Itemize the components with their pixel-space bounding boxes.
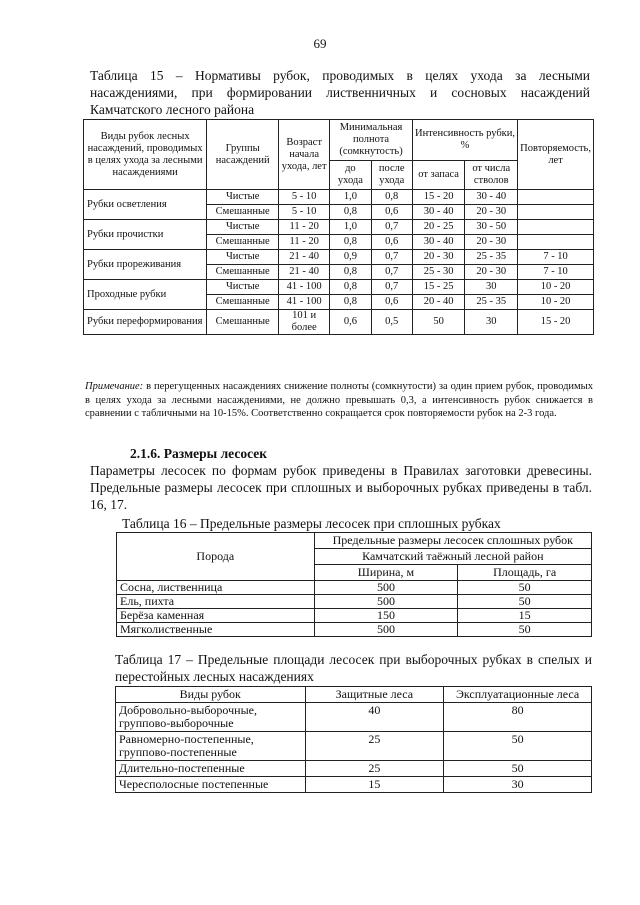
row-age: 101 и более [279, 310, 330, 335]
row-kind: Рубки прочистки [84, 220, 207, 250]
row-width: 150 [314, 609, 458, 623]
header-kind: Виды рубок [116, 687, 306, 703]
row-exploitation: 30 [444, 777, 592, 793]
row-trunks: 30 [465, 310, 518, 335]
table17-caption: Таблица 17 – Предельные площади лесосек при выборочных рубках в спелых и перестойных лесных насаждениях [115, 652, 592, 684]
row-trunks: 30 - 40 [465, 190, 518, 205]
row-kind: Равномерно-постепенные, группово-постепенные [116, 732, 306, 761]
table-row [116, 761, 592, 777]
row-after: 0,7 [371, 280, 412, 295]
table-row [117, 595, 592, 609]
table-row [116, 777, 592, 793]
section-heading: 2.1.6. Размеры лесосек [130, 446, 267, 461]
row-kind: Чересполосные постепенные [116, 777, 306, 793]
row-before: 0,8 [330, 265, 371, 280]
row-repeat: 7 - 10 [518, 265, 594, 280]
row-age: 11 - 20 [279, 235, 330, 250]
row-stock: 15 - 20 [412, 190, 464, 205]
row-repeat [518, 190, 594, 205]
row-stock: 20 - 25 [412, 220, 464, 235]
row-before: 0,9 [330, 250, 371, 265]
row-repeat: 10 - 20 [518, 295, 594, 310]
table15-caption: Таблица 15 – Нормативы рубок, проводимых в целях ухода за лесными насаждениями, при формировании лиственничных и сосновых насаждений Камчатского лесного района [90, 68, 590, 117]
table-row [116, 732, 592, 761]
row-after: 0,7 [371, 220, 412, 235]
row-kind: Рубки переформирования [84, 310, 207, 335]
header-width: Ширина, м [314, 565, 458, 581]
table-row [84, 310, 594, 335]
row-repeat [518, 205, 594, 220]
row-before: 1,0 [330, 190, 371, 205]
row-exploitation: 50 [444, 761, 592, 777]
table-row [117, 623, 592, 637]
row-protective: 40 [305, 703, 444, 732]
header-repeat: Повторяемость, лет [518, 120, 594, 190]
header-density-before: до ухода [330, 161, 371, 190]
table16-caption: Таблица 16 – Предельные размеры лесосек при сплошных рубках [122, 516, 501, 531]
row-trunks: 20 - 30 [465, 235, 518, 250]
header-age: Возраст начала ухода, лет [279, 120, 330, 190]
row-after: 0,6 [371, 295, 412, 310]
row-kind: Рубки осветления [84, 190, 207, 220]
row-trunks: 20 - 30 [465, 265, 518, 280]
row-group: Смешанные [207, 310, 279, 335]
header-kind: Виды рубок лесных насаждений, проводимых в целях ухода за лесными насаждениями [84, 120, 207, 190]
row-repeat: 7 - 10 [518, 250, 594, 265]
table17-header-row [116, 687, 592, 703]
row-group: Смешанные [207, 235, 279, 250]
row-width: 500 [314, 623, 458, 637]
header-intensity: Интенсивность рубки, % [412, 120, 517, 161]
row-stock: 20 - 30 [412, 250, 464, 265]
table-row [84, 220, 594, 235]
row-group: Чистые [207, 280, 279, 295]
header-density-after: после ухода [371, 161, 412, 190]
row-repeat: 10 - 20 [518, 280, 594, 295]
note-label: Примечание: [85, 381, 144, 392]
note-text: в перегущенных насаждениях снижение полноты (сомкнутости) за один прием рубок, проводимых в целях ухода за лесными насаждениями, не должно превышать 0,3, а интенсивность рубок снижается в сравнении с табличными на 10-15%. Соответственно сокращается срок повторяемости рубок на 2-3 года. [85, 381, 593, 419]
header-group: Группы насаждений [207, 120, 279, 190]
header-species: Порода [117, 533, 315, 581]
row-group: Чистые [207, 220, 279, 235]
row-before: 0,8 [330, 280, 371, 295]
row-stock: 30 - 40 [412, 235, 464, 250]
row-after: 0,7 [371, 265, 412, 280]
row-group: Чистые [207, 250, 279, 265]
table-row [117, 609, 592, 623]
row-age: 41 - 100 [279, 295, 330, 310]
row-stock: 15 - 25 [412, 280, 464, 295]
row-exploitation: 80 [444, 703, 592, 732]
row-width: 500 [314, 581, 458, 595]
table-row [117, 581, 592, 595]
table17 [115, 686, 592, 793]
row-age: 5 - 10 [279, 190, 330, 205]
row-after: 0,7 [371, 250, 412, 265]
table-row [84, 250, 594, 265]
row-group: Смешанные [207, 205, 279, 220]
section-paragraph: Параметры лесосек по формам рубок приведены в Правилах заготовки древесины. Предельные размеры лесосек при сплошных и выборочных рубках приведены в табл. 16, 17. [90, 463, 592, 512]
row-species: Ель, пихта [117, 595, 315, 609]
row-group: Смешанные [207, 295, 279, 310]
row-before: 0,6 [330, 310, 371, 335]
row-stock: 20 - 40 [412, 295, 464, 310]
row-trunks: 25 - 35 [465, 295, 518, 310]
table15-header-row [84, 120, 594, 161]
row-before: 0,8 [330, 205, 371, 220]
row-before: 0,8 [330, 295, 371, 310]
row-species: Мягколиственные [117, 623, 315, 637]
row-kind: Длительно-постепенные [116, 761, 306, 777]
table15-note [85, 380, 593, 421]
row-age: 21 - 40 [279, 250, 330, 265]
row-group: Смешанные [207, 265, 279, 280]
table-row [116, 703, 592, 732]
row-age: 5 - 10 [279, 205, 330, 220]
row-trunks: 25 - 35 [465, 250, 518, 265]
row-exploitation: 50 [444, 732, 592, 761]
row-stock: 50 [412, 310, 464, 335]
row-area: 50 [458, 595, 592, 609]
row-area: 50 [458, 623, 592, 637]
row-age: 11 - 20 [279, 220, 330, 235]
row-stock: 30 - 40 [412, 205, 464, 220]
table16 [116, 532, 592, 637]
row-protective: 15 [305, 777, 444, 793]
header-exploitation: Эксплуатационные леса [444, 687, 592, 703]
row-kind: Проходные рубки [84, 280, 207, 310]
row-trunks: 30 [465, 280, 518, 295]
header-group: Предельные размеры лесосек сплошных рубок [314, 533, 591, 549]
row-kind: Рубки прореживания [84, 250, 207, 280]
row-protective: 25 [305, 732, 444, 761]
row-before: 1,0 [330, 220, 371, 235]
row-kind: Добровольно-выборочные, группово-выборочные [116, 703, 306, 732]
row-after: 0,6 [371, 205, 412, 220]
row-width: 500 [314, 595, 458, 609]
row-repeat [518, 235, 594, 250]
table15 [83, 119, 594, 335]
header-region: Камчатский таёжный лесной район [314, 549, 591, 565]
table-row [84, 190, 594, 205]
header-protective: Защитные леса [305, 687, 444, 703]
row-stock: 25 - 30 [412, 265, 464, 280]
row-trunks: 30 - 50 [465, 220, 518, 235]
row-after: 0,6 [371, 235, 412, 250]
header-area: Площадь, га [458, 565, 592, 581]
page-number: 69 [313, 36, 327, 51]
row-area: 50 [458, 581, 592, 595]
row-repeat: 15 - 20 [518, 310, 594, 335]
row-age: 21 - 40 [279, 265, 330, 280]
table-row [84, 280, 594, 295]
row-area: 15 [458, 609, 592, 623]
row-protective: 25 [305, 761, 444, 777]
header-density: Минимальная полнота (сомкнутость) [330, 120, 413, 161]
header-intensity-trunks: от числа стволов [465, 161, 518, 190]
row-age: 41 - 100 [279, 280, 330, 295]
row-trunks: 20 - 30 [465, 205, 518, 220]
row-group: Чистые [207, 190, 279, 205]
row-before: 0,8 [330, 235, 371, 250]
row-species: Сосна, лиственница [117, 581, 315, 595]
header-intensity-stock: от запаса [412, 161, 464, 190]
row-repeat [518, 220, 594, 235]
row-species: Берёза каменная [117, 609, 315, 623]
row-after: 0,5 [371, 310, 412, 335]
row-after: 0,8 [371, 190, 412, 205]
table16-header-row [117, 533, 592, 549]
